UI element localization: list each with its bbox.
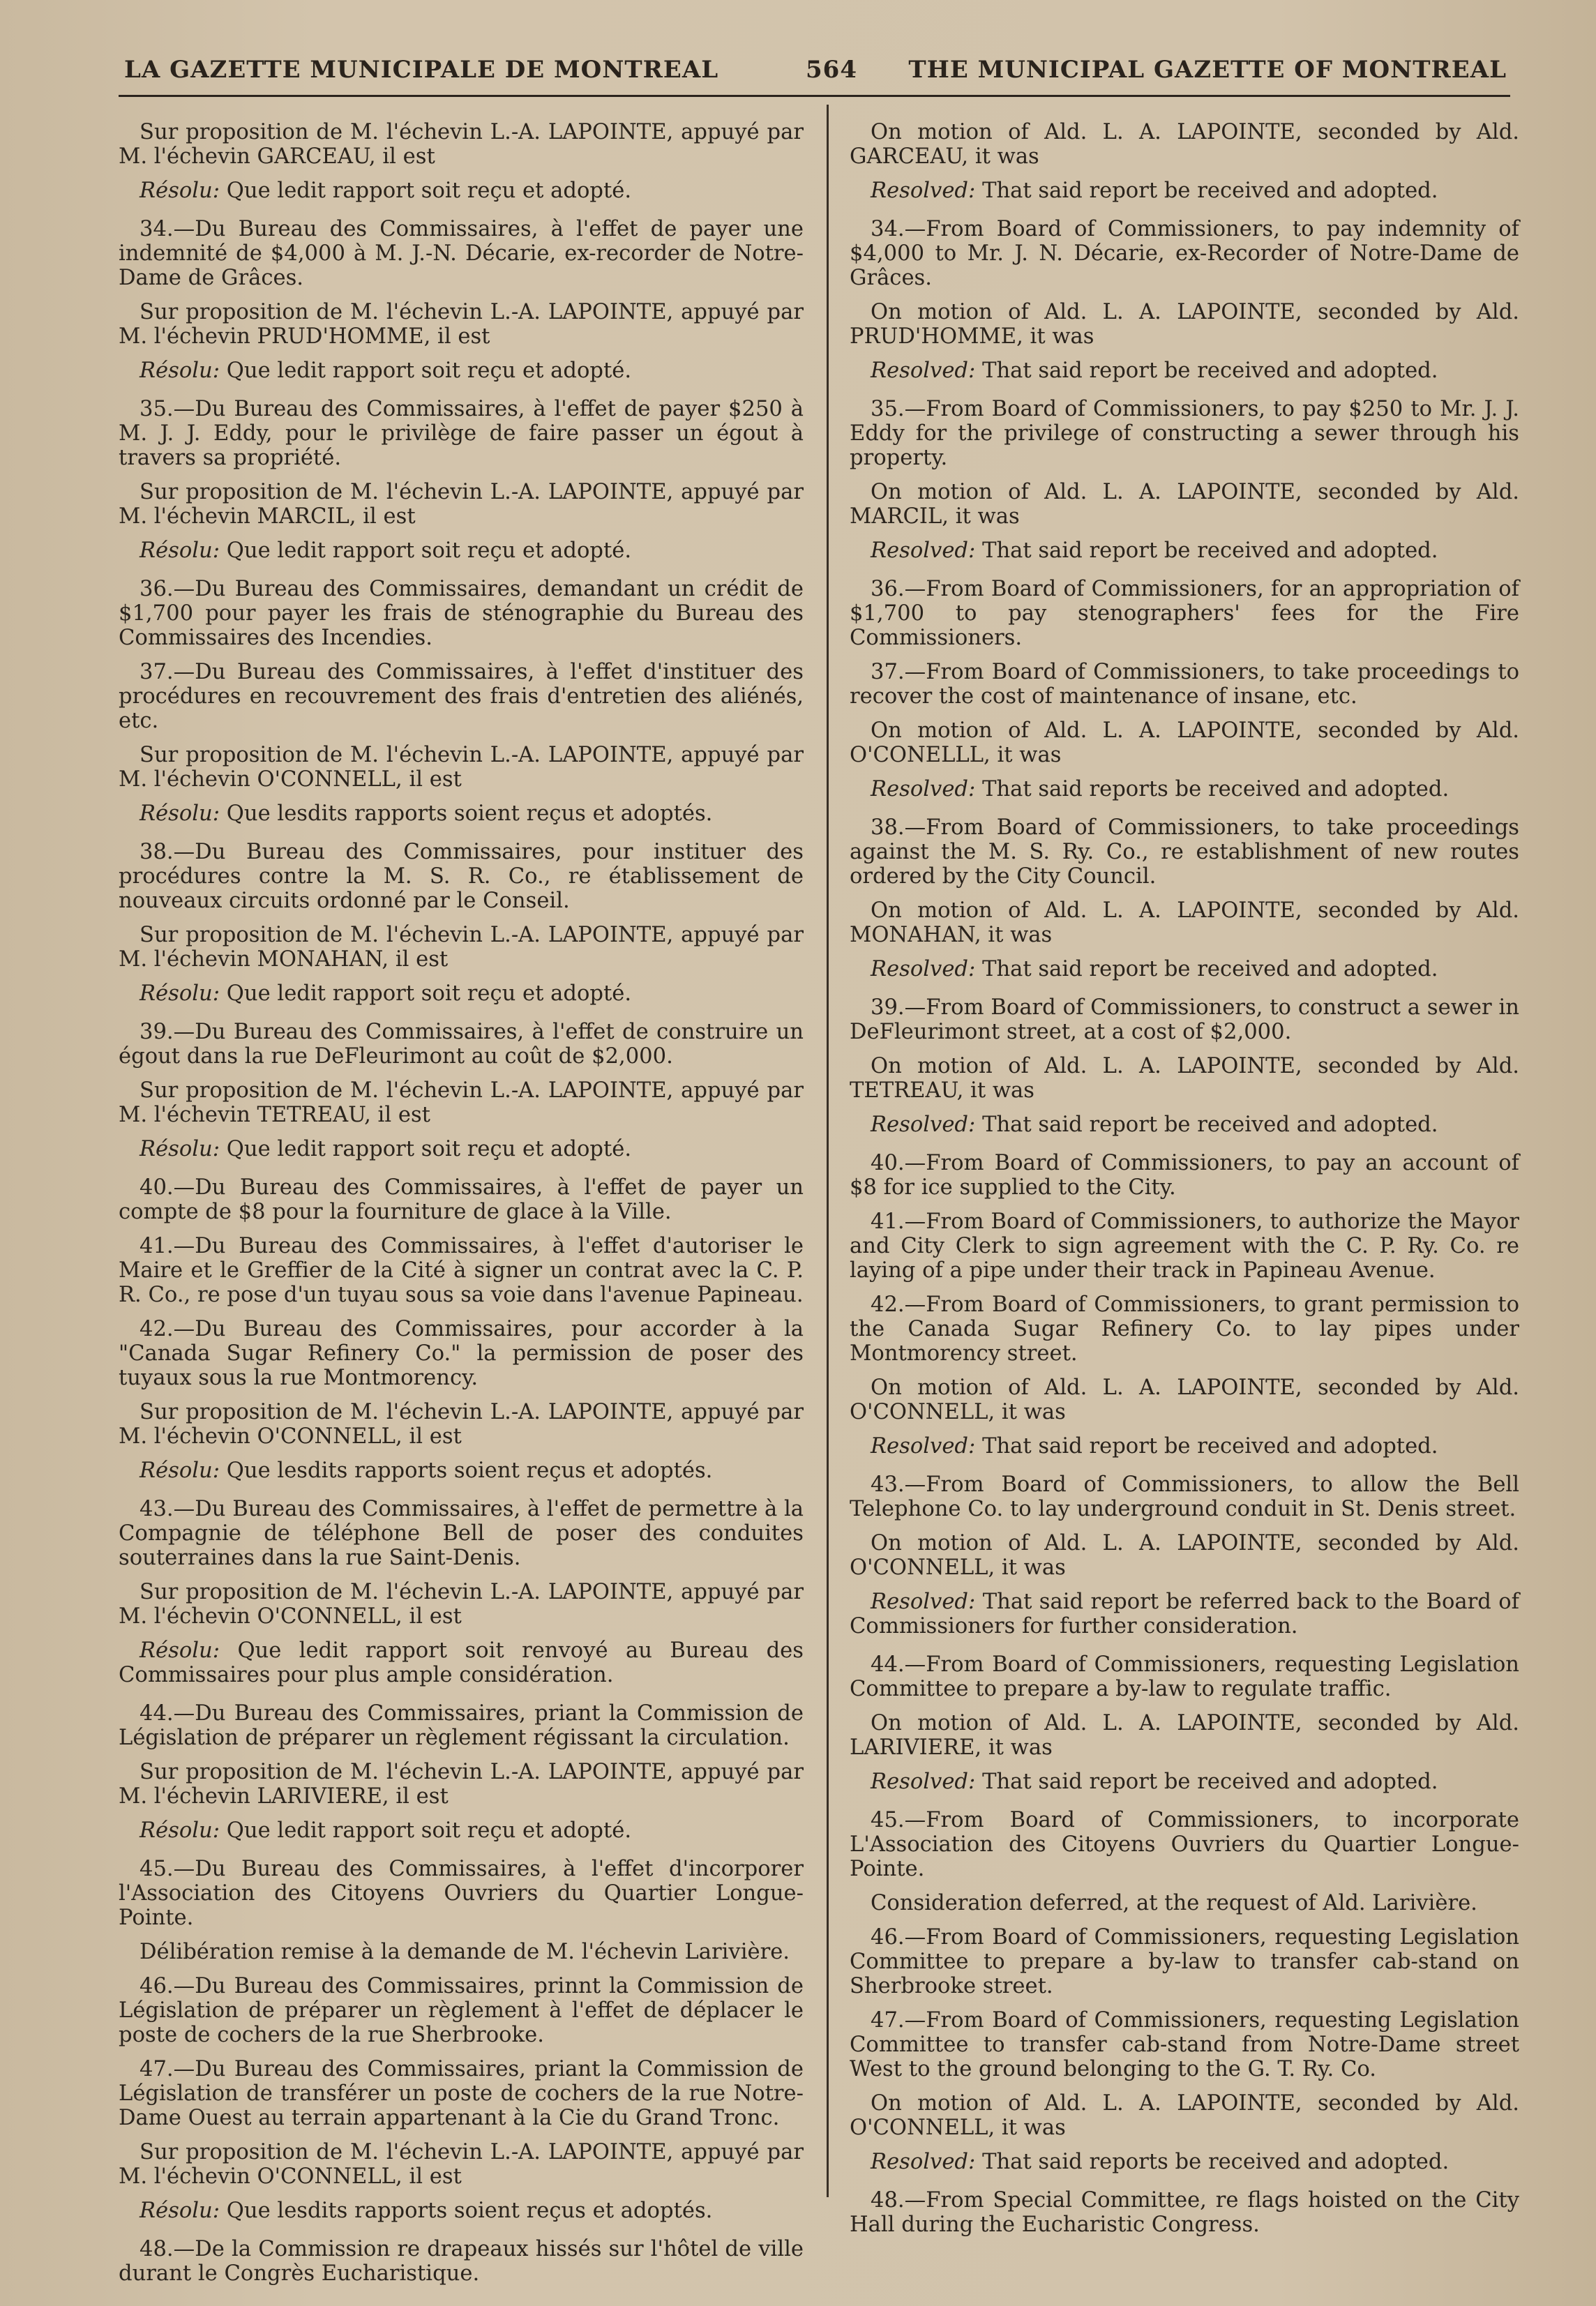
french-paragraph [119, 179, 804, 203]
french-paragraph [119, 981, 804, 1006]
french-paragraph-text: Sur proposition de M. l'échevin L.-A. LAPOINTE, appuyé par M. l'échevin LARIVIERE, il est [119, 1760, 804, 1809]
french-paragraph [119, 1760, 804, 1809]
french-resolution-label: Résolu: [140, 981, 220, 1006]
french-paragraph-text: 36.—Du Bureau des Commissaires, demandant un crédit de $1,700 pour payer les frais de sténographie du Bureau des Commissaires des Incendies. [119, 577, 804, 650]
french-paragraph [119, 1459, 804, 1483]
page-header [119, 52, 1507, 91]
english-paragraph-text: That said reports be received and adopted. [982, 2150, 1450, 2174]
english-paragraph-text: That said report be received and adopted. [982, 1770, 1438, 1794]
english-resolution-label: Resolved: [871, 1434, 976, 1459]
column-divider [827, 105, 829, 2197]
french-paragraph [119, 1580, 804, 1629]
french-paragraph-text: 38.—Du Bureau des Commissaires, pour instituer des procédures contre la M. S. R. Co., re établissement de nouveaux circuits ordonné par le Conseil. [119, 840, 804, 913]
english-column [850, 120, 1519, 2247]
french-paragraph-text: Délibération remise à la demande de M. l'échevin Larivière. [140, 1940, 790, 1964]
english-resolution-label: Resolved: [871, 1590, 976, 1614]
french-paragraph [119, 359, 804, 383]
french-paragraph-text: 39.—Du Bureau des Commissaires, à l'effet de construire un égout dans la rue DeFleurimont au coût de $2,000. [119, 1020, 804, 1069]
english-paragraph-text: 41.—From Board of Commissioners, to authorize the Mayor and City Clerk to sign agreement with the C. P. Ry. Co. re laying of a pipe under their track in Papineau Avenue. [850, 1209, 1519, 1283]
header-english-title: THE MUNICIPAL GAZETTE OF MONTREAL [908, 56, 1507, 84]
english-paragraph [850, 1891, 1519, 1915]
french-paragraph-text: 42.—Du Bureau des Commissaires, pour accorder à la "Canada Sugar Refinery Co." la permission de poser des tuyaux sous la rue Montmorency. [119, 1317, 804, 1390]
french-paragraph-text: 41.—Du Bureau des Commissaires, à l'effet d'autoriser le Maire et le Greffier de la Cité à signer un contrat avec la C. P. R. Co., re pose d'un tuyau sous sa voie dans l'avenue Papineau. [119, 1234, 804, 1307]
english-paragraph-text: On motion of Ald. L. A. LAPOINTE, seconded by Ald. GARCEAU, it was [850, 120, 1519, 169]
english-paragraph [850, 1770, 1519, 1794]
english-paragraph-text: 34.—From Board of Commissioners, to pay indemnity of $4,000 to Mr. J. N. Décarie, ex-Recorder of Notre-Dame de Grâces. [850, 217, 1519, 290]
english-paragraph [850, 1711, 1519, 1760]
english-paragraph-text: 36.—From Board of Commissioners, for an appropriation of $1,700 to pay stenographers' fees for the Fire Commissioners. [850, 577, 1519, 650]
english-resolution-label: Resolved: [871, 1113, 976, 1137]
french-resolution-label: Résolu: [140, 801, 220, 826]
french-paragraph-text: Que ledit rapport soit reçu et adopté. [226, 1137, 632, 1161]
french-paragraph-text: Sur proposition de M. l'échevin L.-A. LAPOINTE, appuyé par M. l'échevin O'CONNELL, il est [119, 1400, 804, 1449]
french-paragraph-text: Sur proposition de M. l'échevin L.-A. LAPOINTE, appuyé par M. l'échevin O'CONNELL, il est [119, 743, 804, 792]
english-paragraph-text: 48.—From Special Committee, re flags hoisted on the City Hall during the Eucharistic Congress. [850, 2188, 1519, 2237]
french-paragraph-text: Que ledit rapport soit reçu et adopté. [226, 1818, 632, 1843]
french-paragraph-text: 34.—Du Bureau des Commissaires, à l'effet de payer une indemnité de $4,000 à M. J.-N. Décarie, ex-recorder de Notre-Dame de Grâces. [119, 217, 804, 290]
english-paragraph-text: That said report be received and adopted. [982, 957, 1438, 981]
french-paragraph [119, 1701, 804, 1750]
french-paragraph [119, 1078, 804, 1127]
french-paragraph [119, 538, 804, 563]
english-paragraph-text: On motion of Ald. L. A. LAPOINTE, seconded by Ald. PRUD'HOMME, it was [850, 300, 1519, 349]
english-paragraph [850, 898, 1519, 947]
french-resolution-label: Résolu: [140, 1137, 220, 1161]
english-paragraph-text: That said reports be received and adopted. [982, 777, 1450, 801]
french-resolution-label: Résolu: [140, 538, 220, 563]
french-paragraph-text: 44.—Du Bureau des Commissaires, priant la Commission de Législation de préparer un règlement régissant la circulation. [119, 1701, 804, 1750]
english-paragraph [850, 1531, 1519, 1580]
french-paragraph [119, 1175, 804, 1224]
english-paragraph [850, 815, 1519, 889]
english-paragraph [850, 577, 1519, 650]
french-paragraph-text: Sur proposition de M. l'échevin L.-A. LAPOINTE, appuyé par M. l'échevin MONAHAN, il est [119, 923, 804, 972]
english-paragraph [850, 1925, 1519, 1998]
french-paragraph [119, 300, 804, 349]
english-paragraph [850, 957, 1519, 981]
english-paragraph [850, 480, 1519, 529]
french-resolution-label: Résolu: [140, 359, 220, 383]
french-column [119, 120, 804, 2296]
english-paragraph-text: 44.—From Board of Commissioners, requesting Legislation Committee to prepare a by-law to regulate traffic. [850, 1652, 1519, 1701]
french-paragraph-text: Que ledit rapport soit reçu et adopté. [226, 981, 632, 1006]
french-paragraph-text: 35.—Du Bureau des Commissaires, à l'effet de payer $250 à M. J. J. Eddy, pour le privilège de faire passer un égout à travers sa propriété. [119, 397, 804, 470]
page-number: 564 [806, 56, 857, 84]
french-paragraph [119, 577, 804, 650]
french-paragraph [119, 743, 804, 792]
french-paragraph [119, 1818, 804, 1843]
english-paragraph [850, 217, 1519, 290]
english-paragraph [850, 1054, 1519, 1103]
french-paragraph-text: 45.—Du Bureau des Commissaires, à l'effet d'incorporer l'Association des Citoyens Ouvriers du Quartier Longue-Pointe. [119, 1857, 804, 1930]
french-paragraph-text: 46.—Du Bureau des Commissaires, prinnt la Commission de Législation de préparer un règlement à l'effet de déplacer le poste de cochers de la rue Sherbrooke. [119, 1974, 804, 2047]
french-paragraph [119, 2140, 804, 2189]
english-paragraph [850, 1652, 1519, 1701]
french-paragraph [119, 801, 804, 826]
french-paragraph [119, 1974, 804, 2047]
english-paragraph-text: Consideration deferred, at the request of Ald. Larivière. [871, 1891, 1477, 1915]
french-paragraph [119, 1940, 804, 1964]
english-paragraph [850, 2150, 1519, 2174]
french-paragraph [119, 1497, 804, 1570]
english-paragraph-text: 46.—From Board of Commissioners, requesting Legislation Committee to prepare a by-law to transfer cab-stand on Sherbrooke street. [850, 1925, 1519, 1998]
english-paragraph-text: 47.—From Board of Commissioners, requesting Legislation Committee to transfer cab-stand from Notre-Dame street West to the ground belonging to the G. T. Ry. Co. [850, 2008, 1519, 2081]
french-paragraph-text: Que ledit rapport soit renvoyé au Bureau des Commissaires pour plus ample considération. [119, 1638, 804, 1687]
english-paragraph [850, 2008, 1519, 2081]
french-resolution-label: Résolu: [140, 1459, 220, 1483]
french-paragraph-text: Sur proposition de M. l'échevin L.-A. LAPOINTE, appuyé par M. l'échevin TETREAU, il est [119, 1078, 804, 1127]
french-paragraph-text: 40.—Du Bureau des Commissaires, à l'effet de payer un compte de $8 pour la fourniture de glace à la Ville. [119, 1175, 804, 1224]
english-paragraph [850, 2091, 1519, 2140]
french-paragraph-text: 47.—Du Bureau des Commissaires, priant la Commission de Législation de transférer un poste de cochers de la rue Notre-Dame Ouest au terrain appartenant à la Cie du Grand Tronc. [119, 2057, 804, 2130]
english-resolution-label: Resolved: [871, 777, 976, 801]
french-paragraph-text: 37.—Du Bureau des Commissaires, à l'effet d'instituer des procédures en recouvrement des frais d'entretien des aliénés, etc. [119, 660, 804, 733]
english-paragraph [850, 1472, 1519, 1521]
english-paragraph-text: 39.—From Board of Commissioners, to construct a sewer in DeFleurimont street, at a cost of $2,000. [850, 995, 1519, 1044]
french-paragraph [119, 2057, 804, 2130]
english-paragraph [850, 718, 1519, 767]
english-paragraph-text: That said report be received and adopted. [982, 538, 1438, 563]
french-paragraph [119, 1234, 804, 1307]
french-resolution-label: Résolu: [140, 1818, 220, 1843]
english-paragraph-text: On motion of Ald. L. A. LAPOINTE, seconded by Ald. O'CONNELL, it was [850, 1531, 1519, 1580]
english-paragraph [850, 538, 1519, 563]
english-resolution-label: Resolved: [871, 359, 976, 383]
english-resolution-label: Resolved: [871, 957, 976, 981]
english-resolution-label: Resolved: [871, 538, 976, 563]
english-resolution-label: Resolved: [871, 1770, 976, 1794]
french-paragraph [119, 397, 804, 470]
english-paragraph-text: 37.—From Board of Commissioners, to take proceedings to recover the cost of maintenance of insane, etc. [850, 660, 1519, 709]
english-paragraph-text: On motion of Ald. L. A. LAPOINTE, seconded by Ald. MONAHAN, it was [850, 898, 1519, 947]
french-paragraph-text: Sur proposition de M. l'échevin L.-A. LAPOINTE, appuyé par M. l'échevin O'CONNELL, il est [119, 2140, 804, 2189]
english-paragraph [850, 1151, 1519, 1200]
french-paragraph [119, 1317, 804, 1390]
english-paragraph-text: 40.—From Board of Commissioners, to pay an account of $8 for ice supplied to the City. [850, 1151, 1519, 1200]
english-paragraph-text: On motion of Ald. L. A. LAPOINTE, seconded by Ald. O'CONELLL, it was [850, 718, 1519, 767]
french-paragraph [119, 840, 804, 913]
english-paragraph-text: 42.—From Board of Commissioners, to grant permission to the Canada Sugar Refinery Co. to lay pipes under Montmorency street. [850, 1293, 1519, 1366]
french-resolution-label: Résolu: [140, 2199, 220, 2223]
english-paragraph-text: On motion of Ald. L. A. LAPOINTE, seconded by Ald. O'CONNELL, it was [850, 2091, 1519, 2140]
french-resolution-label: Résolu: [140, 179, 220, 203]
french-paragraph [119, 1020, 804, 1069]
english-paragraph [850, 397, 1519, 470]
english-paragraph-text: On motion of Ald. L. A. LAPOINTE, seconded by Ald. O'CONNELL, it was [850, 1376, 1519, 1424]
english-paragraph [850, 1293, 1519, 1366]
french-paragraph-text: 43.—Du Bureau des Commissaires, à l'effet de permettre à la Compagnie de téléphone Bell de poser des conduites souterraines dans la rue Saint-Denis. [119, 1497, 804, 1570]
english-paragraph-text: That said report be received and adopted. [982, 1434, 1438, 1459]
english-resolution-label: Resolved: [871, 2150, 976, 2174]
french-paragraph [119, 660, 804, 733]
french-paragraph-text: Que ledit rapport soit reçu et adopté. [226, 538, 632, 563]
english-paragraph [850, 995, 1519, 1044]
french-paragraph-text: Sur proposition de M. l'échevin L.-A. LAPOINTE, appuyé par M. l'échevin GARCEAU, il est [119, 120, 804, 169]
english-paragraph-text: That said report be received and adopted. [982, 1113, 1438, 1137]
english-paragraph [850, 359, 1519, 383]
english-paragraph [850, 1209, 1519, 1283]
english-paragraph-text: On motion of Ald. L. A. LAPOINTE, seconded by Ald. TETREAU, it was [850, 1054, 1519, 1103]
french-paragraph [119, 480, 804, 529]
english-paragraph [850, 1808, 1519, 1881]
english-paragraph-text: On motion of Ald. L. A. LAPOINTE, seconded by Ald. MARCIL, it was [850, 480, 1519, 529]
english-paragraph-text: On motion of Ald. L. A. LAPOINTE, seconded by Ald. LARIVIERE, it was [850, 1711, 1519, 1760]
english-paragraph [850, 300, 1519, 349]
english-paragraph-text: That said report be received and adopted. [982, 179, 1438, 203]
english-paragraph [850, 660, 1519, 709]
english-paragraph [850, 120, 1519, 169]
english-paragraph [850, 1113, 1519, 1137]
french-paragraph [119, 2237, 804, 2286]
header-rule [119, 95, 1510, 97]
french-paragraph-text: Que ledit rapport soit reçu et adopté. [226, 359, 632, 383]
french-paragraph [119, 217, 804, 290]
english-paragraph [850, 1434, 1519, 1459]
english-paragraph-text: That said report be referred back to the Board of Commissioners for further consideration. [850, 1590, 1519, 1638]
english-paragraph-text: 35.—From Board of Commissioners, to pay $250 to Mr. J. J. Eddy for the privilege of constructing a sewer through his property. [850, 397, 1519, 470]
french-paragraph [119, 923, 804, 972]
english-paragraph-text: That said report be received and adopted. [982, 359, 1438, 383]
english-paragraph-text: 45.—From Board of Commissioners, to incorporate L'Association des Citoyens Ouvriers du Quartier Longue-Pointe. [850, 1808, 1519, 1881]
french-resolution-label: Résolu: [140, 1638, 220, 1663]
english-paragraph [850, 1590, 1519, 1638]
french-paragraph-text: Sur proposition de M. l'échevin L.-A. LAPOINTE, appuyé par M. l'échevin O'CONNELL, il est [119, 1580, 804, 1629]
french-paragraph-text: 48.—De la Commission re drapeaux hissés sur l'hôtel de ville durant le Congrès Eucharistique. [119, 2237, 804, 2286]
french-paragraph [119, 1638, 804, 1687]
french-paragraph-text: Sur proposition de M. l'échevin L.-A. LAPOINTE, appuyé par M. l'échevin PRUD'HOMME, il est [119, 300, 804, 349]
french-paragraph [119, 1857, 804, 1930]
french-paragraph-text: Que lesdits rapports soient reçus et adoptés. [226, 801, 713, 826]
french-paragraph-text: Sur proposition de M. l'échevin L.-A. LAPOINTE, appuyé par M. l'échevin MARCIL, il est [119, 480, 804, 529]
english-paragraph [850, 1376, 1519, 1424]
french-paragraph [119, 2199, 804, 2223]
header-french-title: LA GAZETTE MUNICIPALE DE MONTREAL [124, 56, 719, 84]
french-paragraph [119, 1137, 804, 1161]
french-paragraph-text: Que lesdits rapports soient reçus et adoptés. [226, 1459, 713, 1483]
french-paragraph-text: Que ledit rapport soit reçu et adopté. [226, 179, 632, 203]
english-paragraph [850, 179, 1519, 203]
english-paragraph [850, 2188, 1519, 2237]
english-paragraph [850, 777, 1519, 801]
english-paragraph-text: 43.—From Board of Commissioners, to allow the Bell Telephone Co. to lay underground conduit in St. Denis street. [850, 1472, 1519, 1521]
french-paragraph [119, 120, 804, 169]
french-paragraph [119, 1400, 804, 1449]
french-paragraph-text: Que lesdits rapports soient reçus et adoptés. [226, 2199, 713, 2223]
english-paragraph-text: 38.—From Board of Commissioners, to take proceedings against the M. S. Ry. Co., re establishment of new routes ordered by the City Council. [850, 815, 1519, 889]
english-resolution-label: Resolved: [871, 179, 976, 203]
